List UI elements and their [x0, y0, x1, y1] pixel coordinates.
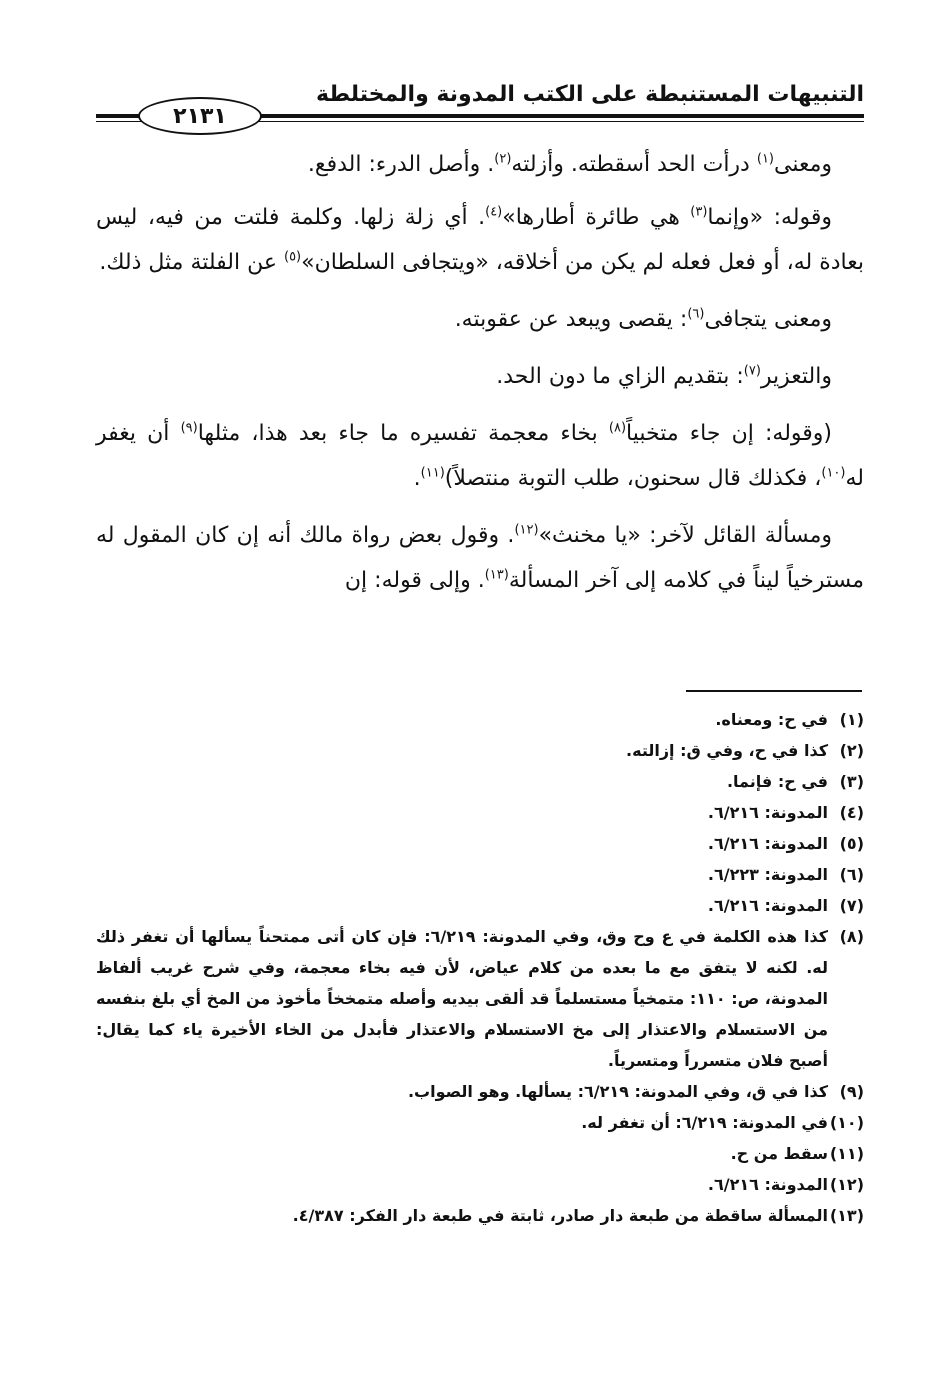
footnote-ref: (٩) — [180, 420, 198, 436]
paragraph-1 — [96, 142, 864, 187]
text-run: ومسألة القائل لآخر: «يا مخنث» — [538, 523, 833, 548]
footnote-number: (١٠) — [829, 1113, 864, 1132]
footnote-separator — [686, 690, 862, 692]
footnote-number: (٢) — [839, 741, 864, 760]
footnote-number: (١١) — [829, 1144, 864, 1163]
text-run: . وقول بعض رواة مالك أنه إن كان المقول له مسترخياً ليناً في كلامه إلى آخر المسألة — [96, 523, 864, 593]
footnote-number: (٥) — [839, 834, 864, 853]
footnote-ref: (٢) — [494, 151, 512, 167]
footnote-ref: (٥) — [283, 249, 302, 265]
footnote — [96, 1107, 864, 1138]
footnote-number: (٩) — [839, 1082, 864, 1101]
footnote — [96, 1076, 864, 1107]
footnote-ref: (٤) — [485, 204, 503, 220]
page-number: ٢١٣١ — [173, 103, 227, 129]
page-number-badge — [138, 97, 262, 135]
paragraph-5 — [96, 411, 864, 501]
text-run: : يقصى ويبعد عن عقوبته. — [454, 307, 688, 332]
footnote-number: (٣) — [839, 772, 864, 791]
footnote-number: (٨) — [839, 927, 864, 946]
text-run: ومعنى — [774, 152, 832, 177]
text-run: . — [413, 466, 421, 491]
page-header — [96, 80, 864, 128]
footnote-number: (١٣) — [829, 1206, 864, 1225]
footnote-text: في المدونة: ٦/٢١٩: أن تغفر له. — [581, 1113, 828, 1132]
paragraph-6 — [96, 513, 864, 603]
text-run: : بتقديم الزاي ما دون الحد. — [496, 364, 744, 389]
footnotes — [96, 704, 864, 1231]
footnote-ref: (٨) — [608, 420, 627, 436]
footnote-ref: (٣) — [690, 204, 708, 220]
footnote — [96, 890, 864, 921]
footnote — [96, 797, 864, 828]
paragraph-4 — [96, 354, 864, 399]
footnote-text: كذا هذه الكلمة في ع وح وق، وفي المدونة: ٦/٢١٩: فإن كان أتى ممتحناً يسألها أن تغفر ذلك له. لكنه لا يتفق مع ما بعده من كلام عياض، لأن فيه بخاء معجمة، وفي شرح غريب ألفاظ المدونة، ص: ١١٠: متمخياً مستسلماً قد ألقى بيديه وأصله متمخخاً مأخوذ من المخ أي بلغ بنفسه من الاستسلام والاعتذار إلى مخ الاستسلام والاعتذار فأبدل من الخاء الأخيرة ياء كما يقال: أصبح فلان متسرراً ومتسرياً. — [96, 927, 828, 1070]
text-run: درأت الحد أسقطته. وأزلته — [511, 152, 757, 177]
footnote — [96, 859, 864, 890]
paragraph-3 — [96, 297, 864, 342]
paragraph-2 — [96, 195, 864, 285]
footnote-ref: (١١) — [420, 465, 445, 481]
footnote-text: في ح: ومعناه. — [715, 710, 828, 729]
text-run: ومعنى يتجافى — [704, 307, 832, 332]
text-run: (وقوله: إن جاء متخبياً — [626, 421, 833, 446]
text-run: وقوله: «وإنما — [707, 205, 832, 230]
text-run: ، فكذلك قال سحنون، طلب التوبة منتصلاً) — [444, 466, 822, 491]
footnote-ref: (٦) — [687, 306, 705, 322]
footnote — [96, 828, 864, 859]
text-run: . وإلى قوله: إن — [344, 568, 485, 593]
footnote-ref: (١٢) — [514, 522, 539, 538]
footnote-number: (٤) — [839, 803, 864, 822]
footnote-number: (١) — [839, 710, 864, 729]
text-run: أن يغفر له — [96, 421, 864, 491]
running-title: التنبيهات المستنبطة على الكتب المدونة والمختلطة — [315, 82, 864, 107]
footnote-number: (٧) — [839, 896, 864, 915]
footnote-text: المدونة: ٦/٢٢٣. — [707, 865, 828, 884]
footnote — [96, 704, 864, 735]
footnote-text: المدونة: ٦/٢١٦. — [707, 803, 828, 822]
footnote-text: المدونة: ٦/٢١٦. — [707, 834, 828, 853]
footnote-ref: (١٣) — [484, 567, 509, 583]
footnote-text: في ح: فإنما. — [726, 772, 828, 791]
main-text — [96, 142, 864, 615]
footnote-number: (١٢) — [829, 1175, 864, 1194]
text-run: . وأصل الدرء: الدفع. — [307, 152, 495, 177]
footnote-text: المسألة ساقطة من طبعة دار صادر، ثابتة في طبعة دار الفكر: ٤/٣٨٧. — [292, 1206, 828, 1225]
footnote — [96, 766, 864, 797]
footnote-number: (٦) — [839, 865, 864, 884]
footnote-text: سقط من ح. — [730, 1144, 828, 1163]
footnote-text: كذا في ح، وفي ق: إزالته. — [626, 741, 828, 760]
footnote — [96, 1200, 864, 1231]
footnote — [96, 1138, 864, 1169]
footnote-ref: (٧) — [743, 363, 761, 379]
text-run: بخاء معجمة تفسيره ما جاء بعد هذا، مثلها — [197, 421, 609, 446]
footnote-text: المدونة: ٦/٢١٦. — [707, 896, 828, 915]
footnote-text: كذا في ق، وفي المدونة: ٦/٢١٩: يسألها. وهو الصواب. — [407, 1082, 828, 1101]
text-run: . أي زلة زلها. وكلمة فلتت من فيه، ليس بعادة له، أو فعل فعله لم يكن من أخلاقه، «ويتجافى السلطان» — [96, 205, 864, 275]
footnote-text: المدونة: ٦/٢١٦. — [707, 1175, 828, 1194]
footnote — [96, 1169, 864, 1200]
footnote — [96, 921, 864, 1076]
footnote-ref: (١) — [756, 151, 774, 167]
text-run: والتعزير — [760, 364, 832, 389]
text-run: عن الفلتة مثل ذلك. — [99, 250, 284, 275]
text-run: هي طائرة أطارها» — [502, 205, 691, 230]
footnote-ref: (١٠) — [821, 465, 846, 481]
footnote — [96, 735, 864, 766]
